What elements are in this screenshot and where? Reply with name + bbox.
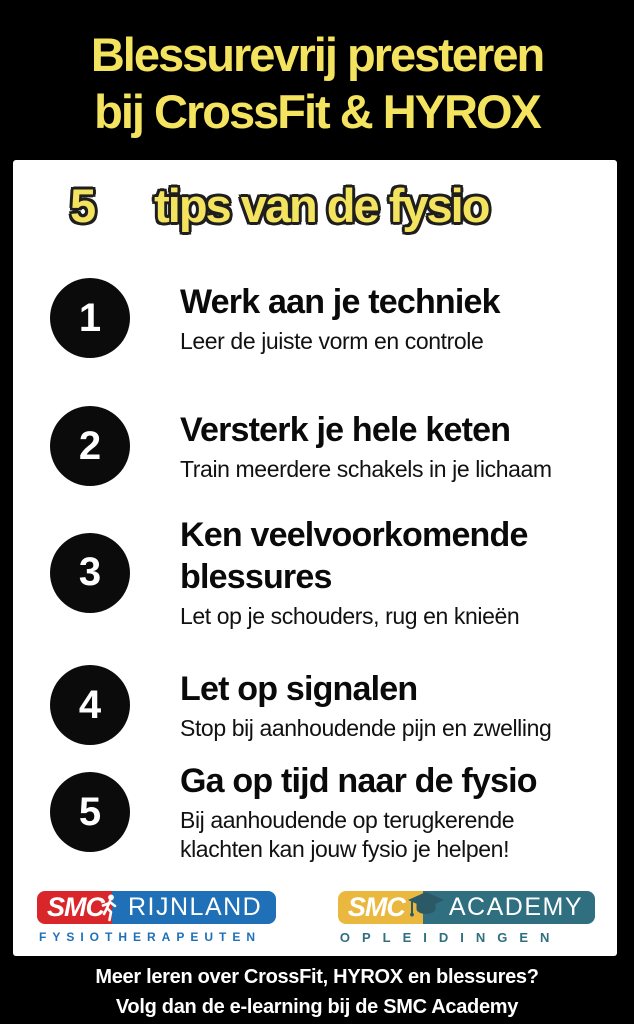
tip-number-badge: 5 [50,772,130,852]
smc-academy-name: ACADEMY [423,891,595,924]
smc-academy-logo [338,891,595,945]
tip-number-badge: 4 [50,665,130,745]
tip-number-badge: 3 [50,533,130,613]
tips-count: 5 [70,179,95,232]
tip-description: Leer de juiste vorm en controle [180,327,484,354]
tip-item-1 [13,278,617,358]
smc-rijnland-logo [37,891,276,944]
footer-line2: Volg dan de e-learning bij de SMC Academy [115,996,519,1018]
tip-title: Ga op tijd naar de fysio [180,762,537,800]
poster-title-line1: Blessurevrij presteren [90,28,544,81]
tip-description: Bij aanhoudende op terugkerende klachten kan jouw fysio je helpen! [180,807,515,862]
smc-rijnland-brand: SMC [37,891,112,924]
tip-description: Stop bij aanhoudende pijn en zwelling [180,714,552,741]
tip-number-badge: 1 [50,278,130,358]
tip-item-5 [13,760,617,864]
poster-header [0,0,634,140]
partner-logos [13,891,617,945]
tip-item-2 [13,406,617,486]
smc-rijnland-name: RIJNLAND [112,891,276,924]
tip-item-4 [13,665,617,745]
tip-title: Werk aan je techniek [180,282,500,321]
panel-heading-title: tips van de fysio [154,179,489,232]
tip-description: Let op je schouders, rug en knieën [180,603,520,629]
smc-rijnland-tagline: FYSIOTHERAPEUTEN [39,930,262,944]
tip-item-3 [13,514,617,631]
tip-number-badge: 2 [50,406,130,486]
tip-title: Let op signalen [180,669,418,708]
content-panel [13,160,617,956]
panel-heading [13,178,617,238]
smc-academy-tagline: OPLEIDINGEN [339,930,562,945]
tip-title: Ken veelvoorkomende blessures [180,516,528,596]
poster-footer [0,962,634,1022]
footer-line1: Meer leren over CrossFit, HYROX en blessures? [95,966,539,988]
tip-title: Versterk je hele keten [180,410,511,449]
poster-title-line2: bij CrossFit & HYROX [94,85,540,138]
tip-description: Train meerdere schakels in je lichaam [180,455,552,482]
smc-academy-brand: SMC [338,891,423,924]
